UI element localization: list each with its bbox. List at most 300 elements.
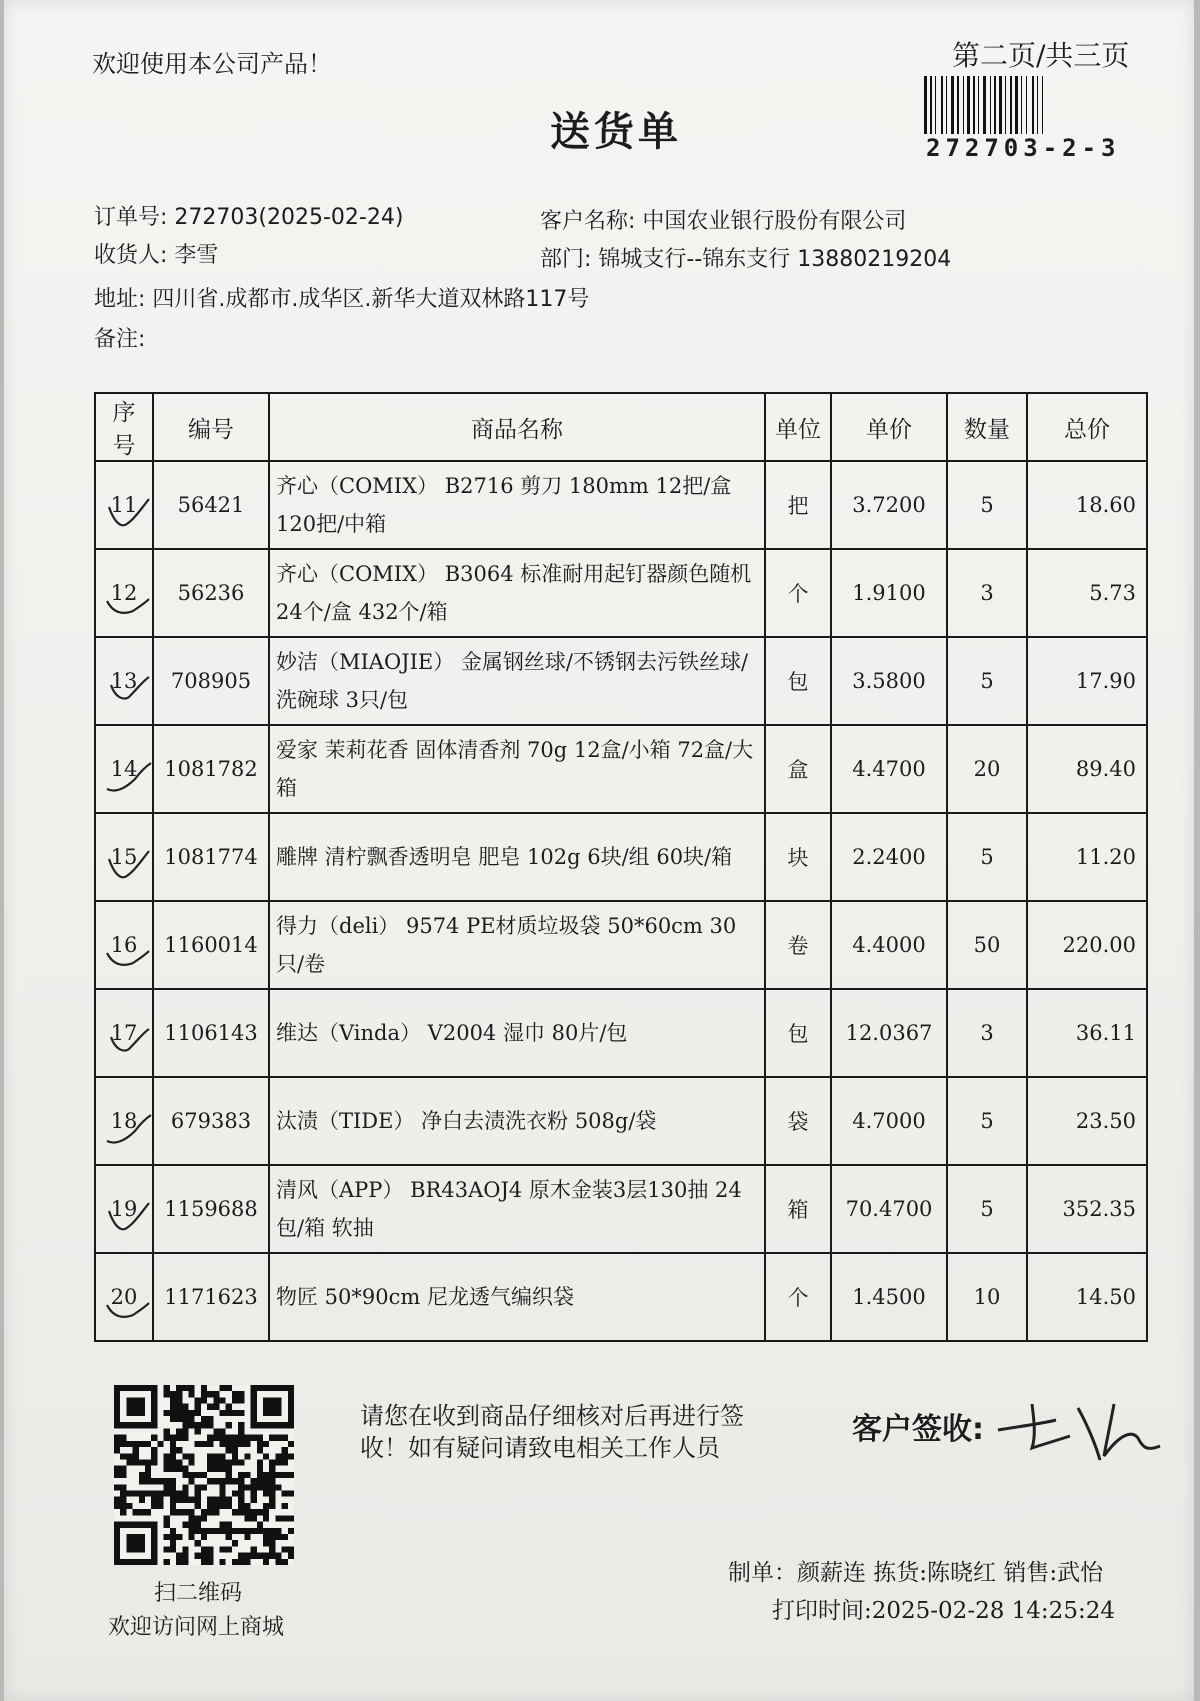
table-header-row: [95, 393, 1147, 461]
qr-module: [263, 1491, 269, 1497]
qr-module: [176, 1447, 182, 1453]
qr-module: [182, 1435, 188, 1441]
qr-module: [182, 1484, 188, 1490]
quantity-cell: 3: [947, 549, 1027, 637]
quantity-cell: 50: [947, 901, 1027, 989]
qr-module: [288, 1472, 294, 1478]
qr-module: [220, 1528, 226, 1534]
qr-module: [244, 1484, 250, 1490]
qr-module: [195, 1515, 201, 1521]
qr-module: [195, 1540, 201, 1546]
qr-module: [139, 1441, 145, 1447]
unit-price-cell: 4.7000: [831, 1077, 947, 1165]
qr-module: [164, 1491, 170, 1497]
receiver-label: 收货人:: [94, 243, 168, 268]
qr-module: [195, 1491, 201, 1497]
barcode-bar: [1032, 76, 1034, 134]
qr-module: [201, 1422, 207, 1428]
qr-module: [238, 1509, 244, 1515]
quantity-cell: 5: [947, 1077, 1027, 1165]
qr-module: [176, 1404, 182, 1410]
qr-module: [176, 1497, 182, 1503]
header-quantity: 数量: [947, 393, 1027, 461]
barcode-bar: [967, 76, 970, 134]
department-value: 锦城支行--锦东支行 13880219204: [598, 247, 952, 272]
total-cell: 36.11: [1027, 989, 1147, 1077]
qr-module: [188, 1509, 194, 1515]
qr-module: [244, 1441, 250, 1447]
qr-module: [176, 1416, 182, 1422]
unit-cell: 包: [765, 989, 831, 1077]
qr-module: [195, 1484, 201, 1490]
qr-module: [126, 1491, 132, 1497]
qr-module: [251, 1484, 257, 1490]
qr-module: [188, 1453, 194, 1459]
total-cell: 220.00: [1027, 901, 1147, 989]
qr-module: [269, 1459, 275, 1465]
qr-module: [238, 1559, 244, 1565]
unit-price-cell: 1.4500: [831, 1253, 947, 1341]
seq-cell: [95, 989, 153, 1077]
qr-module: [238, 1528, 244, 1534]
qr-module: [201, 1441, 207, 1447]
qr-module: [282, 1546, 288, 1552]
table-row: [95, 813, 1147, 901]
qr-module: [244, 1553, 250, 1559]
qr-module: [213, 1459, 219, 1465]
qr-module: [220, 1385, 226, 1391]
qr-module: [244, 1435, 250, 1441]
qr-module: [257, 1478, 263, 1484]
barcode-bar: [999, 76, 1002, 134]
qr-module: [120, 1484, 126, 1490]
qr-module: [269, 1435, 275, 1441]
barcode-bar: [946, 76, 947, 134]
barcode-bar: [1037, 76, 1038, 134]
qr-module: [176, 1466, 182, 1472]
qr-module: [275, 1472, 281, 1478]
product-name-cell: 爱家 茉莉花香 固体清香剂 70g 12盒/小箱 72盒/大箱: [269, 725, 765, 813]
qr-module: [226, 1528, 232, 1534]
qr-module: [288, 1553, 294, 1559]
qr-module: [201, 1397, 207, 1403]
welcome-text: 欢迎使用本公司产品！: [92, 50, 332, 78]
qr-module: [226, 1459, 232, 1465]
qr-module: [263, 1397, 282, 1416]
qr-module: [182, 1553, 188, 1559]
qr-module: [182, 1410, 188, 1416]
qr-module: [275, 1435, 281, 1441]
qr-module: [238, 1428, 244, 1434]
qr-module: [238, 1497, 244, 1503]
receiver-field: [94, 238, 218, 269]
qr-module: [188, 1416, 194, 1422]
qr-module: [164, 1453, 170, 1459]
qr-module: [120, 1491, 126, 1497]
qr-module: [226, 1503, 232, 1509]
qr-module: [288, 1453, 294, 1459]
qr-module: [164, 1385, 170, 1391]
qr-module: [257, 1484, 263, 1490]
inspection-notice: 请您在收到商品仔细核对后再进行签收！如有疑问请致电相关工作人员: [360, 1402, 744, 1462]
qr-module: [220, 1478, 226, 1484]
qr-module: [145, 1478, 151, 1484]
barcode-bar: [924, 76, 927, 134]
qr-module: [263, 1534, 269, 1540]
product-name-cell: 维达（Vinda） V2004 湿巾 80片/包: [269, 989, 765, 1077]
qr-module: [257, 1472, 263, 1478]
qr-module: [220, 1466, 226, 1472]
qr-module: [157, 1503, 163, 1509]
header-unit-price: 单价: [831, 393, 947, 461]
qr-module: [269, 1466, 275, 1472]
qr-module: [195, 1428, 201, 1434]
qr-module: [232, 1491, 238, 1497]
product-name-cell: 齐心（COMIX） B2716 剪刀 180mm 12把/盒 120把/中箱: [269, 461, 765, 549]
qr-module: [282, 1559, 288, 1565]
qr-module: [195, 1422, 201, 1428]
qr-module: [269, 1503, 275, 1509]
qr-module: [114, 1472, 120, 1478]
qr-module: [288, 1515, 294, 1521]
qr-module: [170, 1466, 176, 1472]
qr-module: [213, 1528, 219, 1534]
qr-module: [170, 1441, 176, 1447]
qr-module: [164, 1484, 170, 1490]
qr-module: [251, 1435, 257, 1441]
qr-module: [213, 1478, 219, 1484]
qr-module: [120, 1435, 126, 1441]
qr-caption-scan: 扫二维码: [154, 1581, 243, 1606]
qr-module: [207, 1404, 213, 1410]
qr-module: [220, 1459, 226, 1465]
seq-number: 13: [110, 669, 138, 693]
table-row: [95, 549, 1147, 637]
qr-module: [251, 1478, 257, 1484]
qr-module: [269, 1497, 275, 1503]
qr-module: [282, 1472, 288, 1478]
qr-module: [151, 1447, 157, 1453]
qr-module: [120, 1441, 126, 1447]
qr-module: [201, 1484, 207, 1490]
qr-module: [195, 1497, 201, 1503]
qr-module: [232, 1528, 238, 1534]
barcode-bar: [1026, 76, 1027, 134]
unit-cell: 袋: [765, 1077, 831, 1165]
qr-module: [232, 1459, 238, 1465]
customer-signature-label: 客户签收:: [852, 1412, 984, 1447]
qr-module: [133, 1453, 139, 1459]
qr-module: [188, 1385, 194, 1391]
qr-module: [275, 1515, 281, 1521]
qr-module: [133, 1491, 139, 1497]
qr-module: [164, 1546, 170, 1552]
qr-module: [176, 1410, 182, 1416]
qr-module: [170, 1404, 176, 1410]
product-name-cell: 物匠 50*90cm 尼龙透气编织袋: [269, 1253, 765, 1341]
qr-module: [176, 1534, 182, 1540]
qr-module: [207, 1528, 213, 1534]
barcode-bar: [1042, 76, 1043, 134]
qr-module: [226, 1466, 232, 1472]
qr-module: [251, 1515, 257, 1521]
barcode-image: [924, 76, 1138, 134]
qr-module: [282, 1453, 288, 1459]
qr-module: [238, 1478, 244, 1484]
total-cell: 11.20: [1027, 813, 1147, 901]
total-cell: 17.90: [1027, 637, 1147, 725]
qr-module: [170, 1453, 176, 1459]
qr-module: [232, 1478, 238, 1484]
header-product-name: 商品名称: [269, 393, 765, 461]
qr-module: [126, 1397, 145, 1416]
unit-price-cell: 12.0367: [831, 989, 947, 1077]
unit-price-cell: 3.7200: [831, 461, 947, 549]
qr-module: [282, 1459, 288, 1465]
qr-module: [288, 1528, 294, 1534]
qr-module: [176, 1491, 182, 1497]
qr-module: [188, 1459, 194, 1465]
total-cell: 23.50: [1027, 1077, 1147, 1165]
unit-cell: 把: [765, 461, 831, 549]
qr-module: [145, 1509, 151, 1515]
seq-number: 11: [110, 493, 138, 517]
qr-module: [232, 1435, 238, 1441]
order-number-label: 订单号:: [94, 205, 168, 230]
header-unit: 单位: [765, 393, 831, 461]
delivery-note-paper: [4, 0, 1194, 1701]
qr-module: [182, 1497, 188, 1503]
qr-module: [232, 1410, 238, 1416]
seq-number: 17: [110, 1021, 138, 1045]
qr-module: [251, 1546, 257, 1552]
qr-module: [220, 1546, 226, 1552]
qr-module: [244, 1528, 250, 1534]
department-label: 部门:: [540, 247, 592, 272]
barcode-bar: [1010, 76, 1012, 134]
qr-module: [170, 1416, 176, 1422]
qr-module: [207, 1435, 213, 1441]
product-name-cell: 清风（APP） BR43AOJ4 原木金装3层130抽 24包/箱 软抽: [269, 1165, 765, 1253]
qr-module: [226, 1472, 232, 1478]
qr-module: [269, 1528, 275, 1534]
unit-price-cell: 70.4700: [831, 1165, 947, 1253]
qr-module: [188, 1522, 194, 1528]
qr-module: [269, 1553, 275, 1559]
qr-module: [232, 1559, 238, 1565]
code-cell: 1106143: [153, 989, 269, 1077]
qr-module: [269, 1546, 275, 1552]
qr-module: [170, 1546, 176, 1552]
qr-module: [188, 1534, 194, 1540]
header-seq: 序号: [95, 393, 153, 461]
qr-module: [226, 1441, 232, 1447]
qr-module: [139, 1497, 145, 1503]
seq-number: 12: [110, 581, 138, 605]
qr-module: [257, 1528, 263, 1534]
qr-module: [126, 1453, 132, 1459]
code-cell: 56421: [153, 461, 269, 549]
qr-module: [275, 1484, 281, 1490]
order-number-value: 272703(2025-02-24): [174, 205, 404, 230]
code-cell: 1081774: [153, 813, 269, 901]
qr-module: [170, 1391, 176, 1397]
qr-module: [238, 1422, 244, 1428]
qr-module: [220, 1428, 226, 1434]
handwritten-signature: [992, 1386, 1172, 1466]
qr-module: [164, 1428, 170, 1434]
qr-module: [282, 1435, 288, 1441]
qr-module: [170, 1491, 176, 1497]
barcode-number: 272703-2-3: [926, 134, 1121, 162]
table-row: [95, 1253, 1147, 1341]
qr-code-image: [114, 1385, 294, 1565]
qr-module: [114, 1497, 120, 1503]
product-name-cell: 齐心（COMIX） B3064 标准耐用起钉器颜色随机 24个/盒 432个/箱: [269, 549, 765, 637]
table-row: [95, 1165, 1147, 1253]
qr-module: [207, 1509, 213, 1515]
table-row: [95, 901, 1147, 989]
unit-cell: 个: [765, 1253, 831, 1341]
qr-module: [238, 1472, 244, 1478]
customer-value: 中国农业银行股份有限公司: [642, 209, 907, 234]
qr-module: [251, 1497, 257, 1503]
qr-module: [164, 1559, 170, 1565]
qr-module: [257, 1435, 263, 1441]
barcode-bar: [957, 76, 959, 134]
barcode-bar: [994, 76, 996, 134]
qr-module: [188, 1528, 194, 1534]
qr-module: [182, 1422, 188, 1428]
barcode-bar: [951, 76, 954, 134]
qr-module: [263, 1528, 269, 1534]
qr-module: [213, 1428, 219, 1434]
qr-module: [238, 1491, 244, 1497]
qr-module: [170, 1410, 176, 1416]
qr-module: [263, 1441, 269, 1447]
qr-module: [238, 1397, 244, 1403]
qr-module: [164, 1410, 170, 1416]
qr-module: [151, 1497, 157, 1503]
qr-module: [176, 1391, 182, 1397]
qr-module: [220, 1397, 226, 1403]
qr-module: [114, 1484, 120, 1490]
qr-module: [269, 1540, 275, 1546]
qr-module: [201, 1509, 207, 1515]
barcode-bar: [1005, 76, 1006, 134]
qr-module: [114, 1447, 120, 1453]
qr-module: [282, 1447, 288, 1453]
qr-module: [213, 1404, 219, 1410]
qr-module: [114, 1441, 120, 1447]
qr-module: [207, 1503, 213, 1509]
qr-module: [263, 1515, 269, 1521]
qr-module: [120, 1503, 126, 1509]
qr-module: [220, 1503, 226, 1509]
qr-module: [207, 1422, 213, 1428]
qr-module: [170, 1435, 176, 1441]
qr-module: [201, 1416, 207, 1422]
qr-module: [282, 1534, 288, 1540]
qr-module: [251, 1528, 257, 1534]
seq-number: 18: [110, 1109, 138, 1133]
unit-price-cell: 3.5800: [831, 637, 947, 725]
qr-module: [120, 1472, 126, 1478]
qr-module: [164, 1391, 170, 1397]
qr-module: [207, 1546, 213, 1552]
qr-module: [182, 1522, 188, 1528]
qr-module: [164, 1515, 170, 1521]
qr-module: [269, 1491, 275, 1497]
unit-cell: 个: [765, 549, 831, 637]
qr-module: [220, 1559, 226, 1565]
qr-module: [226, 1404, 232, 1410]
qr-module: [151, 1503, 157, 1509]
qr-module: [151, 1453, 157, 1459]
unit-price-cell: 2.2400: [831, 813, 947, 901]
qr-module: [139, 1509, 145, 1515]
qr-module: [170, 1397, 176, 1403]
qr-module: [114, 1503, 120, 1509]
code-cell: 56236: [153, 549, 269, 637]
qr-module: [201, 1385, 207, 1391]
qr-module: [238, 1435, 244, 1441]
qr-module: [195, 1553, 201, 1559]
qr-module: [275, 1453, 281, 1459]
qr-module: [157, 1478, 163, 1484]
qr-module: [213, 1466, 219, 1472]
qr-module: [282, 1515, 288, 1521]
customer-label: 客户名称:: [540, 209, 636, 234]
qr-module: [275, 1559, 281, 1565]
qr-module: [275, 1459, 281, 1465]
qr-module: [170, 1478, 176, 1484]
qr-module: [263, 1503, 269, 1509]
qr-module: [244, 1472, 250, 1478]
qr-module: [195, 1503, 201, 1509]
qr-module: [226, 1546, 232, 1552]
qr-module: [244, 1509, 250, 1515]
quantity-cell: 3: [947, 989, 1027, 1077]
unit-price-cell: 4.4000: [831, 901, 947, 989]
qr-module: [176, 1553, 182, 1559]
qr-module: [263, 1509, 269, 1515]
qr-module: [269, 1478, 275, 1484]
qr-module: [126, 1441, 132, 1447]
qr-module: [188, 1515, 194, 1521]
qr-module: [207, 1497, 213, 1503]
qr-module: [226, 1534, 232, 1540]
qr-module: [188, 1422, 194, 1428]
barcode-bar: [941, 76, 943, 134]
qr-module: [269, 1472, 275, 1478]
qr-module: [182, 1491, 188, 1497]
seq-number: 16: [110, 933, 138, 957]
product-name-cell: 汰渍（TIDE） 净白去渍洗衣粉 508g/袋: [269, 1077, 765, 1165]
qr-module: [257, 1522, 263, 1528]
qr-module: [139, 1459, 145, 1465]
qr-module: [182, 1509, 188, 1515]
qr-module: [126, 1459, 132, 1465]
seq-cell: [95, 1253, 153, 1341]
print-time: 打印时间:2025-02-28 14:25:24: [772, 1598, 1115, 1624]
qr-module: [195, 1441, 201, 1447]
qr-module: [275, 1534, 281, 1540]
qr-module: [145, 1466, 151, 1472]
qr-module: [263, 1478, 269, 1484]
qr-module: [145, 1472, 151, 1478]
code-cell: 1160014: [153, 901, 269, 989]
